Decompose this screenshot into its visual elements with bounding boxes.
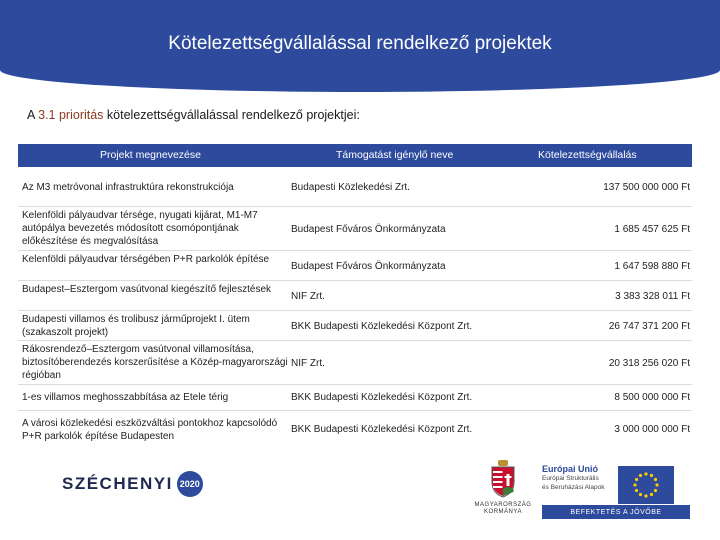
title-banner xyxy=(0,0,720,92)
table-row xyxy=(18,251,692,281)
commitment-amount: 8 500 000 000 Ft xyxy=(614,392,690,403)
eu-title: Európai Unió xyxy=(542,464,598,474)
project-name: Rákosrendező–Esztergom vasútvonal villamosítása, biztosítóberendezés korszerűsítése a Közép-magyarországi régióban xyxy=(22,344,288,381)
project-name: Budapest–Esztergom vasútvonal kiegészítő fejlesztések xyxy=(22,284,272,295)
table-row xyxy=(18,207,692,251)
table-row xyxy=(18,341,692,385)
subtitle-suffix: kötelezettségvállalással rendelkező projektjei: xyxy=(103,108,360,122)
column-header-project: Projekt megnevezése xyxy=(100,149,201,161)
coat-of-arms-icon xyxy=(489,460,517,498)
coat-caption-line-1: MAGYARORSZÁG xyxy=(474,502,532,508)
applicant-name: Budapest Főváros Önkormányzata xyxy=(291,261,446,272)
page-title: Kötelezettségvállalással rendelkező projektek xyxy=(168,33,552,54)
applicant-name: BKK Budapesti Közlekedési Központ Zrt. xyxy=(291,424,473,435)
commitment-amount: 20 318 256 020 Ft xyxy=(608,358,690,369)
column-header-commitment: Kötelezettségvállalás xyxy=(538,149,637,161)
applicant-name: BKK Budapesti Közlekedési Központ Zrt. xyxy=(291,321,473,332)
commitment-amount: 1 647 598 880 Ft xyxy=(614,261,690,272)
applicant-name: NIF Zrt. xyxy=(291,291,325,302)
eu-flag-icon xyxy=(618,466,674,504)
commitment-amount: 1 685 457 625 Ft xyxy=(614,224,690,235)
eu-funds-logo xyxy=(542,464,690,516)
applicant-name: BKK Budapesti Közlekedési Központ Zrt. xyxy=(291,392,473,403)
szechenyi-wordmark: SZÉCHENYI xyxy=(62,474,173,493)
subtitle-priority: 3.1 prioritás xyxy=(38,108,104,122)
applicant-name: Budapesti Közlekedési Zrt. xyxy=(291,182,410,193)
project-name: A városi közlekedési eszközváltási pontokhoz kapcsolódó P+R parkolók építése Budapesten xyxy=(22,418,278,442)
commitment-amount: 3 000 000 000 Ft xyxy=(614,424,690,435)
table-row xyxy=(18,411,692,449)
eu-subtitle-line-1: Európai Strukturális xyxy=(542,475,599,482)
projects-table xyxy=(18,167,692,449)
applicant-name: Budapest Főváros Önkormányzata xyxy=(291,224,446,235)
section-subtitle xyxy=(27,108,360,122)
project-name: Kelenföldi pályaudvar térségében P+R parkolók építése xyxy=(22,254,270,265)
table-row xyxy=(18,167,692,207)
table-row xyxy=(18,311,692,341)
project-name: Az M3 metróvonal infrastruktúra rekonstrukciója xyxy=(22,182,234,193)
commitment-amount: 3 383 328 011 Ft xyxy=(615,291,690,302)
project-name: Kelenföldi pályaudvar térsége, nyugati kijárat, M1-M7 autópálya bevezetés módosított csomópontjának előkészítése és megvalósítása xyxy=(22,210,258,247)
eu-subtitle-line-2: és Beruházási Alapok xyxy=(542,484,605,491)
coat-caption-line-2: KORMÁNYA xyxy=(484,509,522,515)
column-header-applicant: Támogatást igénylő neve xyxy=(336,149,454,161)
szechenyi-year-badge: 2020 xyxy=(177,471,203,497)
project-name: Budapesti villamos és trolibusz járműprojekt I. ütem (szakaszolt projekt) xyxy=(22,314,250,338)
table-row xyxy=(18,385,692,411)
applicant-name: NIF Zrt. xyxy=(291,358,325,369)
szechenyi-2020-logo xyxy=(62,470,203,498)
project-name: 1-es villamos meghosszabbítása az Etele térig xyxy=(22,392,229,403)
hungarian-government-logo xyxy=(470,460,536,516)
subtitle-prefix: A xyxy=(27,108,39,122)
table-row xyxy=(18,281,692,311)
eu-slogan-banner: BEFEKTETÉS A JÖVŐBE xyxy=(542,505,690,519)
commitment-amount: 26 747 371 200 Ft xyxy=(608,321,690,332)
table-header xyxy=(18,144,692,167)
commitment-amount: 137 500 000 000 Ft xyxy=(603,182,690,193)
